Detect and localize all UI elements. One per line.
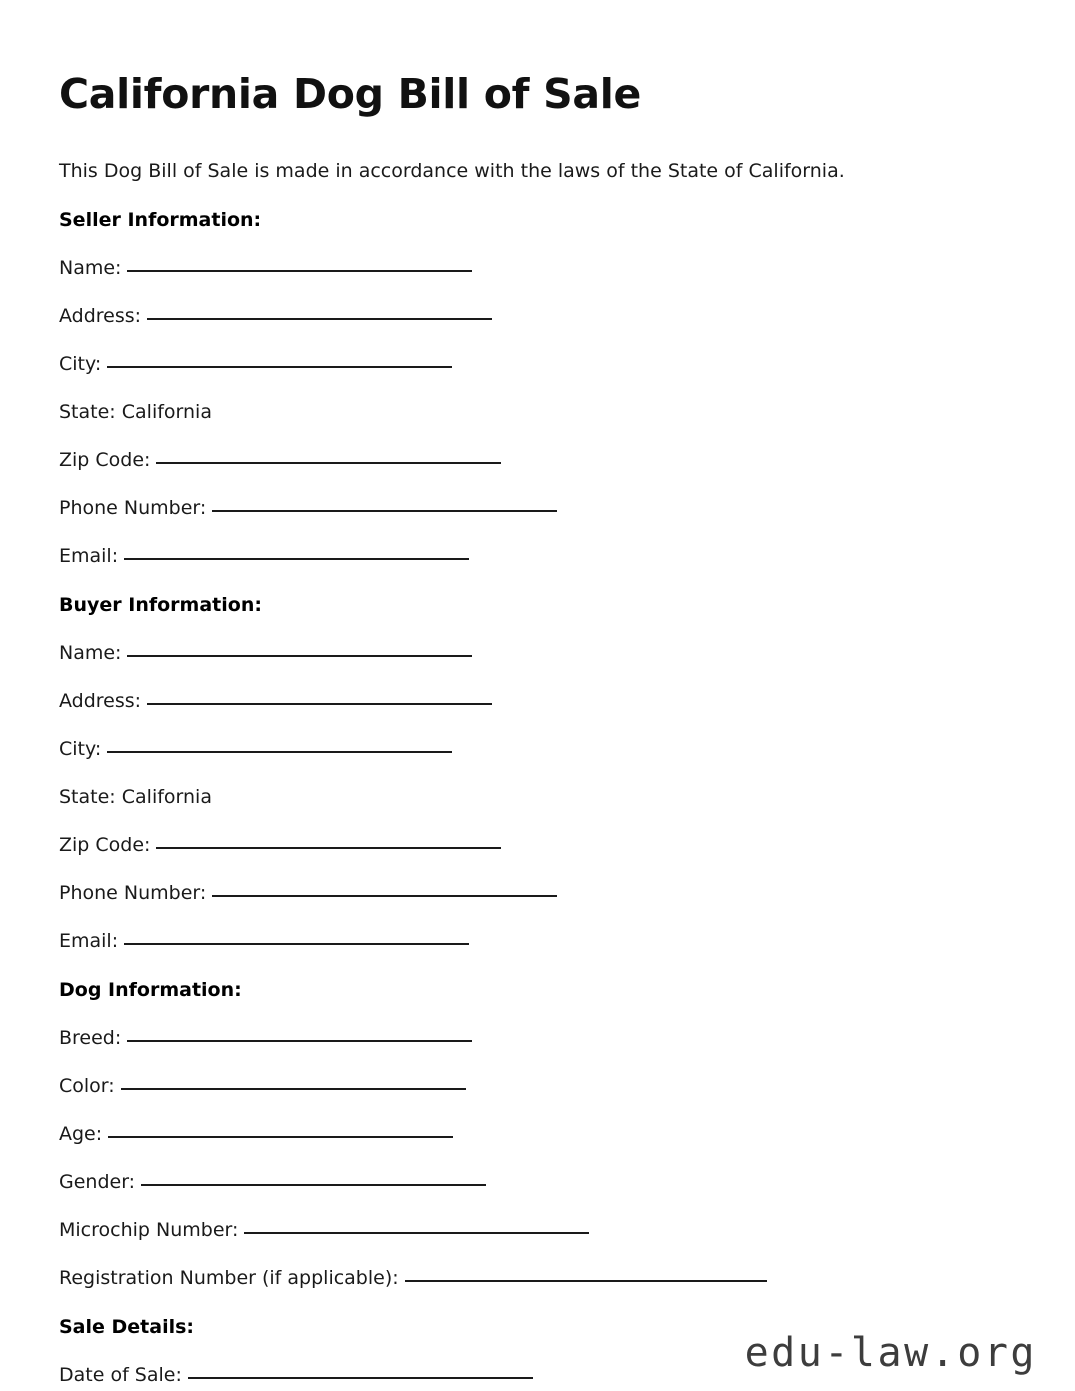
field-label: City: [59,353,102,375]
field-seller-name [59,259,1016,278]
field-dog-registration [59,1269,1016,1288]
field-value: California [121,786,212,808]
field-label: Gender: [59,1171,136,1193]
blank-line[interactable] [147,703,492,705]
field-seller-phone [59,499,1016,518]
blank-line[interactable] [124,943,469,945]
field-seller-city [59,355,1016,374]
page-title: California Dog Bill of Sale [59,70,642,118]
field-label: Registration Number (if applicable): [59,1267,399,1289]
blank-line[interactable] [121,1088,466,1090]
field-label: Email: [59,930,119,952]
blank-line[interactable] [212,510,557,512]
blank-line[interactable] [141,1184,486,1186]
field-dog-microchip [59,1221,1016,1240]
field-label: Address: [59,305,142,327]
blank-line[interactable] [244,1232,589,1234]
section-heading-seller: Seller Information: [59,209,262,231]
field-seller-address [59,307,1016,326]
blank-line[interactable] [124,558,469,560]
field-label: Breed: [59,1027,122,1049]
blank-line[interactable] [127,270,472,272]
field-label: City: [59,738,102,760]
blank-line[interactable] [147,318,492,320]
blank-line[interactable] [156,462,501,464]
section-heading-sale: Sale Details: [59,1316,195,1338]
field-label: Phone Number: [59,497,207,519]
field-label: Address: [59,690,142,712]
field-buyer-city [59,740,1016,759]
intro-paragraph: This Dog Bill of Sale is made in accordance with the laws of the State of California. [59,160,845,182]
field-label: Color: [59,1075,115,1097]
field-buyer-address [59,692,1016,711]
field-label: Phone Number: [59,882,207,904]
field-label: Age: [59,1123,103,1145]
field-dog-age [59,1125,1016,1144]
field-dog-color [59,1077,1016,1096]
field-label: Date of Sale: [59,1364,182,1386]
field-buyer-state [59,788,1016,807]
blank-line[interactable] [188,1377,533,1379]
field-label: Microchip Number: [59,1219,239,1241]
field-label: Name: [59,642,122,664]
field-buyer-zip [59,836,1016,855]
section-heading-dog: Dog Information: [59,979,242,1001]
blank-line[interactable] [107,751,452,753]
field-seller-zip [59,451,1016,470]
field-label: Zip Code: [59,449,151,471]
field-seller-email [59,547,1016,566]
field-label: Name: [59,257,122,279]
field-buyer-phone [59,884,1016,903]
blank-line[interactable] [127,1040,472,1042]
field-seller-state [59,403,1016,422]
field-label: State: [59,786,116,808]
field-value: California [121,401,212,423]
field-dog-breed [59,1029,1016,1048]
blank-line[interactable] [108,1136,453,1138]
field-dog-gender [59,1173,1016,1192]
field-buyer-email [59,932,1016,951]
blank-line[interactable] [127,655,472,657]
blank-line[interactable] [212,895,557,897]
section-heading-buyer: Buyer Information: [59,594,262,616]
blank-line[interactable] [156,847,501,849]
blank-line[interactable] [405,1280,767,1282]
field-label: State: [59,401,116,423]
watermark-edu-law-org: edu-law.org [744,1330,1037,1376]
field-buyer-name [59,644,1016,663]
field-label: Zip Code: [59,834,151,856]
blank-line[interactable] [107,366,452,368]
field-label: Email: [59,545,119,567]
